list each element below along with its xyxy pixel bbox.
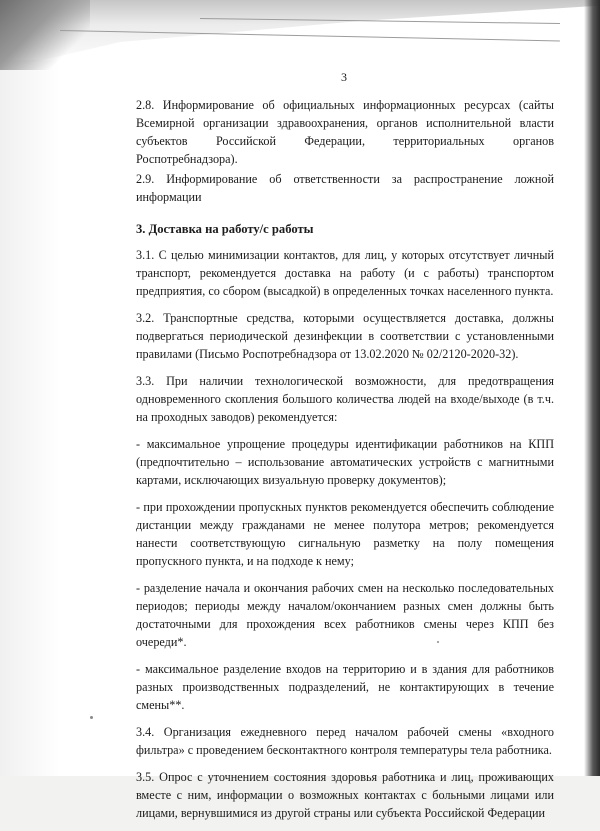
page-number: 3 bbox=[341, 70, 347, 84]
paragraph-3-5: 3.5. Опрос с уточнением состояния здоровья работника и лиц, проживающих вместе с ним, информации о возможных контактах с больными лицами или лицами, вернувшимися из другой страны или субъекта Российской Федерации bbox=[136, 770, 554, 820]
list-item: - при прохождении пропускных пунктов рекомендуется обеспечить соблюдение дистанции между гражданами не менее полутора метров; рекомендуется нанести соответствующую сигнальную разметку на полу помещения пропускного пункта, и на подходе к нему; bbox=[136, 500, 554, 568]
document-body bbox=[136, 96, 554, 831]
paragraph-3-4: 3.4. Организация ежедневного перед началом рабочей смены «входного фильтра» с проведением бесконтактного контроля температуры тела работника. bbox=[136, 725, 554, 757]
paragraph-3-2: 3.2. Транспортные средства, которыми осуществляется доставка, должны подвергаться периодической дезинфекции в соответствии с установленными правилами (Письмо Роспотребнадзора от 13.02.2020 № 02/2120-2020-32). bbox=[136, 311, 554, 361]
scan-speck bbox=[90, 716, 93, 719]
list-item: - максимальное разделение входов на территорию и в здания для работников разных производственных подразделений, не контактирующих в течение смены**. bbox=[136, 662, 554, 712]
paragraph-2-8: 2.8. Информирование об официальных информационных ресурсах (сайты Всемирной организации здравоохранения, органов исполнительной власти субъектов Российской Федерации, территориальных органов Роспотребнадзора). bbox=[136, 98, 554, 166]
scan-speck bbox=[437, 641, 439, 643]
folded-corner bbox=[0, 0, 90, 70]
section-heading: 3. Доставка на работу/с работы bbox=[136, 222, 314, 236]
scan-edge-right bbox=[584, 0, 600, 776]
paragraph-3-3: 3.3. При наличии технологической возможности, для предотвращения одновременного скопления большого количества людей на входе/выходе (в т.ч. на проходных заводов) рекомендуется: bbox=[136, 374, 554, 424]
list-item: - максимальное упрощение процедуры идентификации работников на КПП (предпочтительно – использование автоматических устройств с магнитными картами, исключающих визуальную проверку документов); bbox=[136, 437, 554, 487]
list-item: - разделение начала и окончания рабочих смен на несколько последовательных периодов; периоды между началом/окончанием разных смен должны быть достаточными для прохождения всех работников смены через КПП без очереди*. bbox=[136, 581, 554, 649]
paragraph-2-9: 2.9. Информирование об ответственности за распространение ложной информации bbox=[136, 172, 554, 204]
paragraph-3-1: 3.1. С целью минимизации контактов, для лиц, у которых отсутствует личный транспорт, рекомендуется доставка на работу (и с работы) транспортом предприятия, со сбором (высадкой) в определенных точках населенного пункта. bbox=[136, 248, 554, 298]
scan-shadow-left bbox=[0, 60, 60, 776]
